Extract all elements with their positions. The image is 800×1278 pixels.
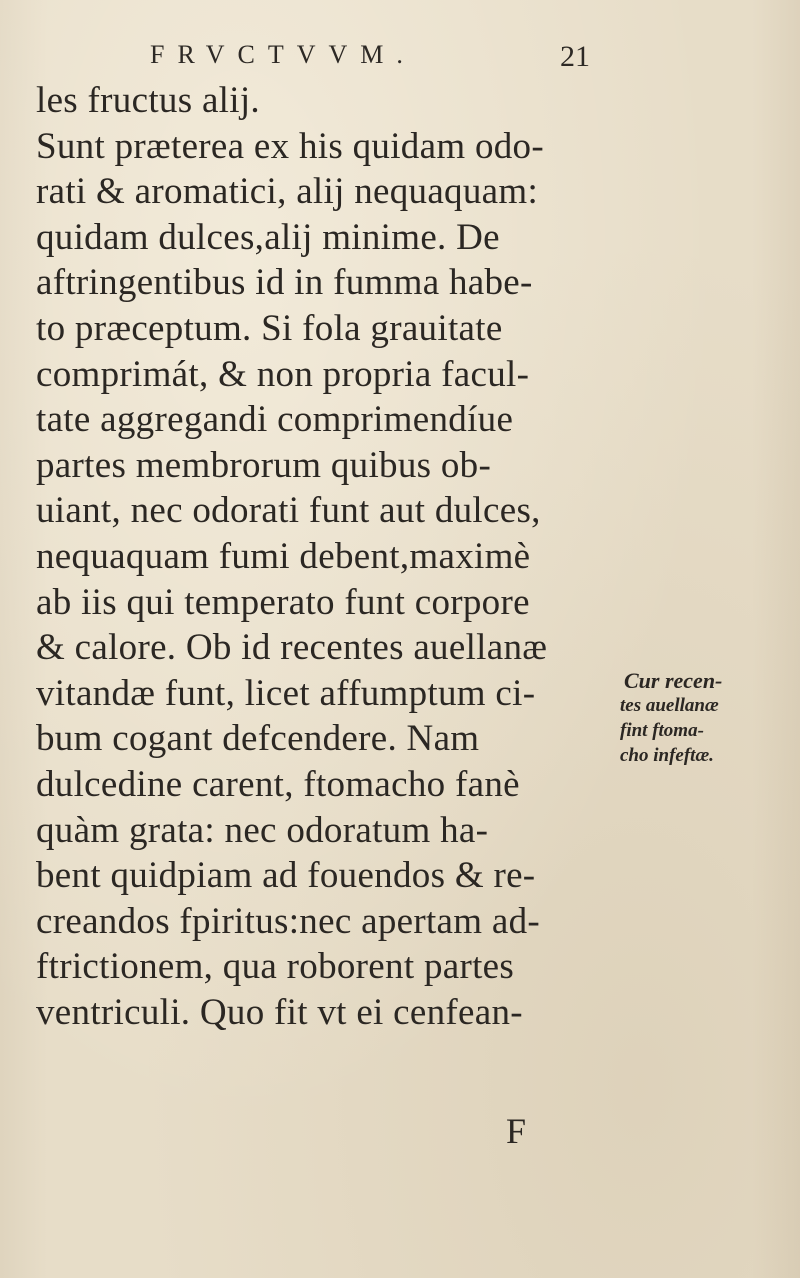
body-text	[36, 78, 636, 1035]
text-line: partes membrorum quibus ob-	[36, 444, 492, 486]
catchword: F	[506, 1111, 527, 1151]
text-line: quidam dulces,alij minime. De	[36, 216, 500, 258]
running-head: FRVCTVVM.	[150, 40, 416, 69]
marginal-note	[620, 668, 790, 768]
marginal-note-line: fint ftoma-	[620, 720, 704, 741]
marginal-note-line: cho infeftæ.	[620, 745, 714, 766]
text-line: creandos fpiritus:nec apertam ad-	[36, 900, 541, 942]
text-line: ftrictionem, qua roborent partes	[36, 946, 515, 988]
text-line: dulcedine carent, ftomacho fanè	[36, 763, 520, 805]
text-line: les fructus alij.	[36, 80, 260, 121]
text-line: Sunt præterea ex his quidam odo-	[36, 125, 544, 167]
text-line: bent quidpiam ad fouendos & re-	[36, 855, 536, 897]
text-line: quàm grata: nec odoratum ha-	[36, 809, 489, 851]
text-line: comprimát, & non propria facul-	[36, 353, 530, 395]
text-line: rati & aromatici, alij nequaquam:	[36, 171, 539, 213]
text-line: & calore. Ob id recentes auellanæ	[36, 627, 548, 669]
text-line: vitandæ funt, licet affumptum ci-	[36, 672, 536, 714]
text-line: aftringentibus id in fumma habe-	[36, 262, 533, 304]
text-line: to præceptum. Si fola grauitate	[36, 307, 503, 349]
text-line: tate aggregandi comprimendíue	[36, 399, 514, 441]
marginal-note-line: Cur recen-	[624, 668, 723, 693]
text-line: nequaquam fumi debent,maximè	[36, 535, 531, 577]
text-line: ventriculi. Quo fit vt ei cenfean-	[36, 991, 523, 1033]
text-line: bum cogant defcendere. Nam	[36, 718, 480, 760]
page-number: 21	[560, 40, 590, 73]
text-line: uiant, nec odorati funt aut dulces,	[36, 490, 541, 532]
text-line: ab iis qui temperato funt corpore	[36, 581, 530, 623]
marginal-note-line: tes auellanæ	[620, 695, 719, 716]
